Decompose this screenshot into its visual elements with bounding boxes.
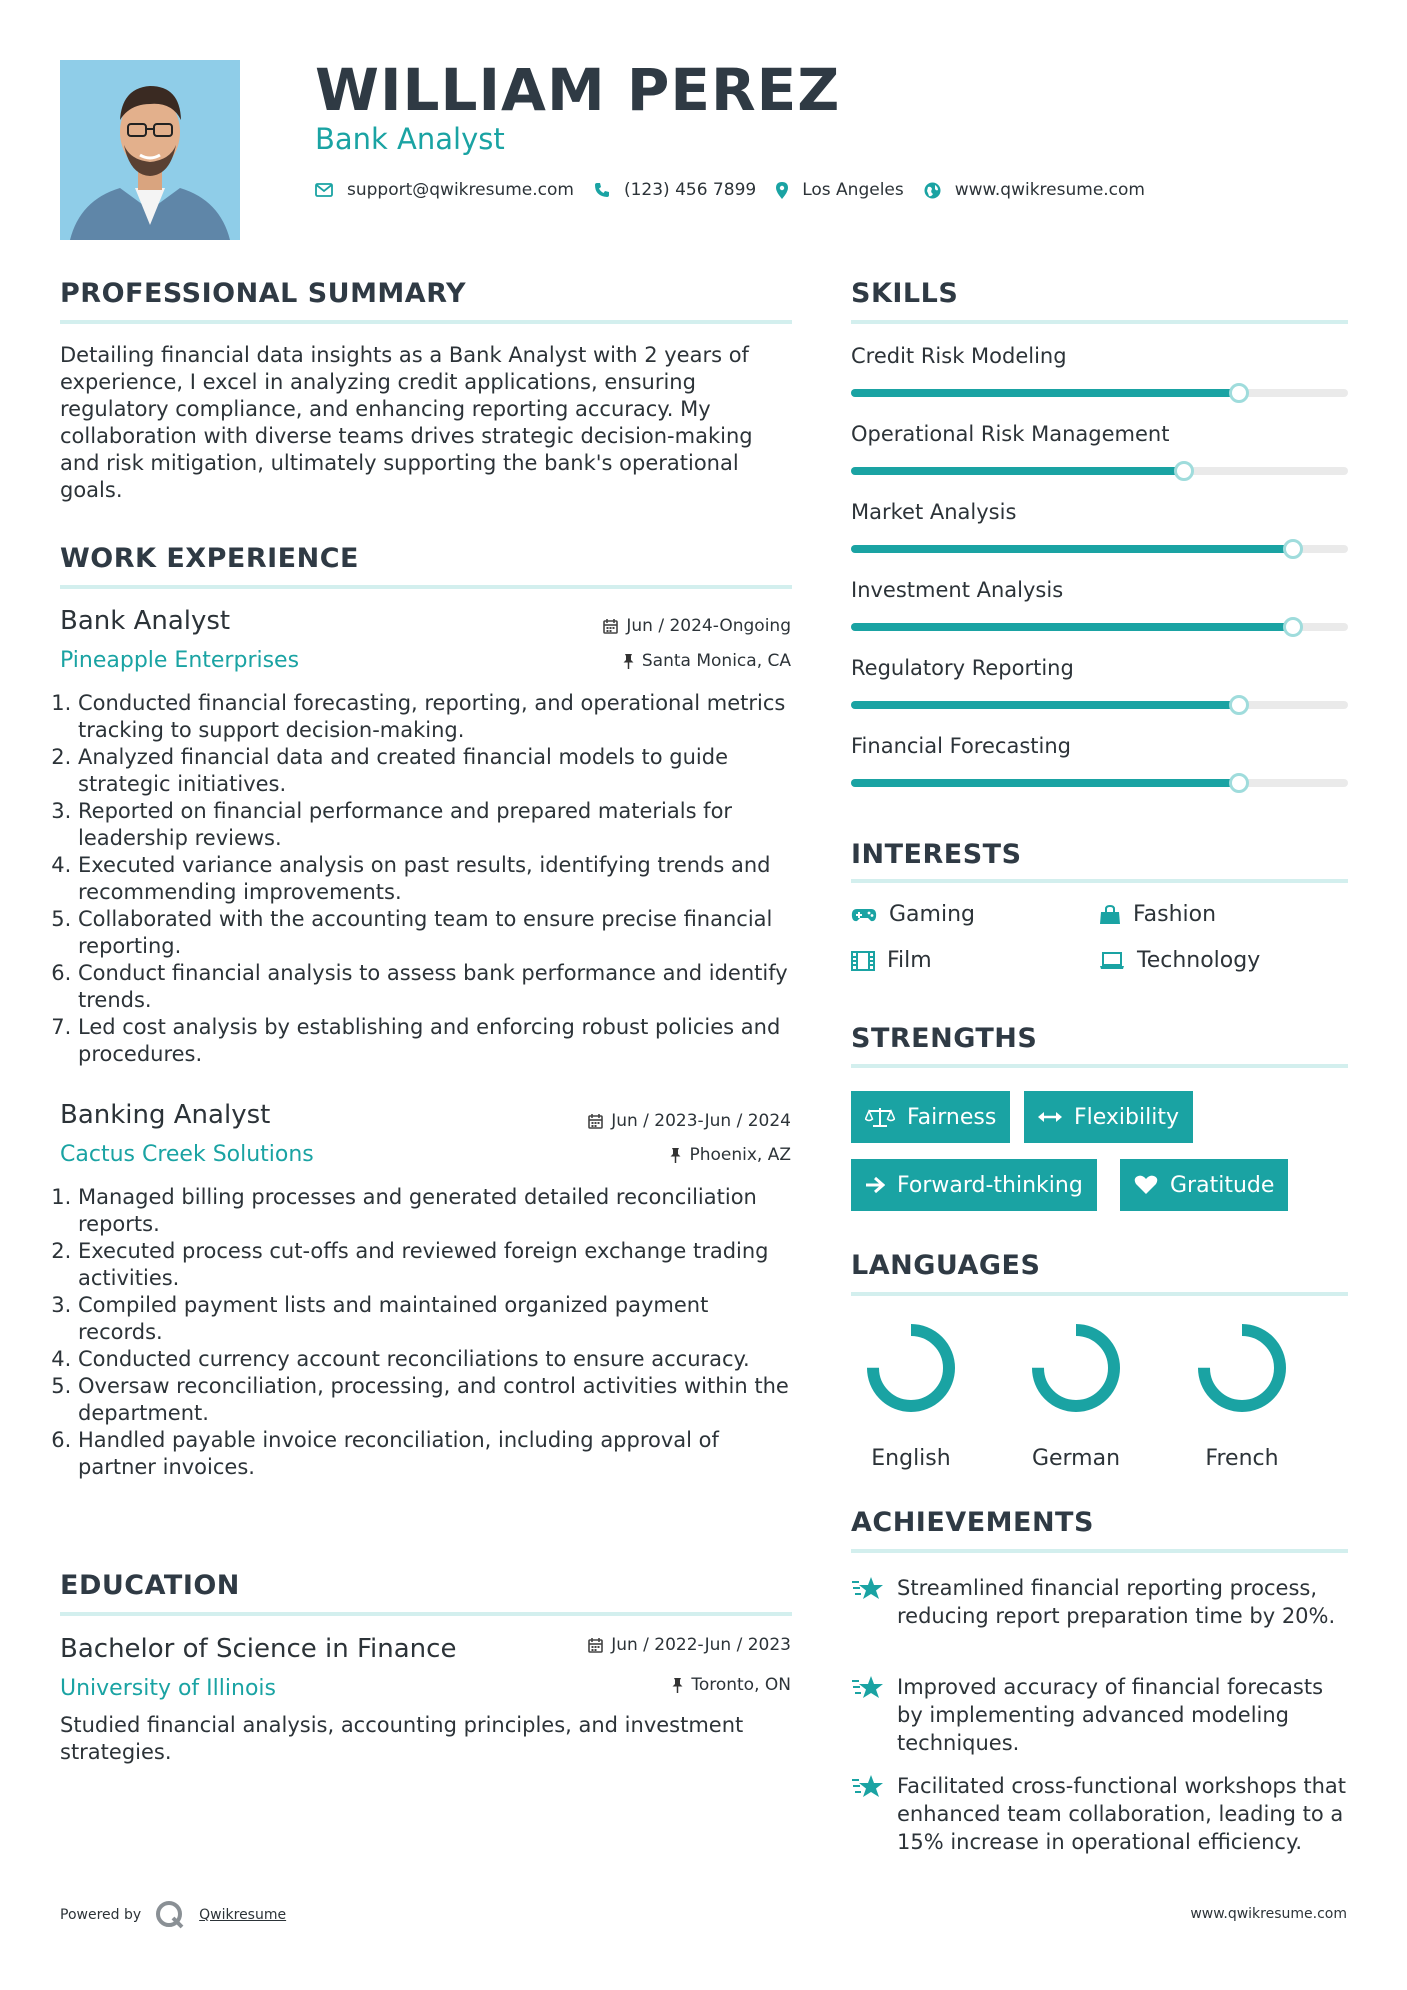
degree-title: Bachelor of Science in Finance [60,1634,457,1664]
skills-divider [851,320,1348,324]
skill-bar [851,467,1348,475]
skill-bar-fill [851,545,1293,553]
skill-label: Market Analysis [851,500,1017,524]
pushpin-icon [672,1677,683,1693]
skill-label: Financial Forecasting [851,734,1071,758]
achievements-heading: ACHIEVEMENTS [851,1507,1094,1538]
language-item [1182,1318,1302,1471]
job-title: Banking Analyst [60,1100,271,1130]
star-burst-icon [851,1772,897,1856]
job-date: Jun / 2024-Ongoing [603,616,791,636]
contact-phone[interactable]: (123) 456 7899 [594,180,756,200]
list-item: 3. Reported on financial performance and prepared materials for leadership reviews. [78,798,798,852]
achievement-item: Facilitated cross-functional workshops that enhanced team collaboration, leading to a 15% increase in operational efficiency. [851,1772,1351,1856]
arrow-right-icon [865,1176,885,1194]
list-item: 2. Analyzed financial data and created financial models to guide strategic initiatives. [78,744,798,798]
interests-divider [851,879,1348,883]
list-item: 2. Executed process cut-offs and reviewed foreign exchange trading activities. [78,1238,798,1292]
globe-icon [924,182,941,199]
achievements-divider [851,1549,1348,1553]
summary-text: Detailing financial data insights as a Bank Analyst with 2 years of experience, I excel in analyzing credit applications, ensuring regulatory compliance, and enhancing reporting accuracy. My collaboration with diverse teams drives strategic decision-making and risk mitigation, ultimately supporting the bank's operational goals. [60,343,753,502]
laptop-icon [1099,952,1125,970]
strength-tag: Fairness [851,1091,1010,1143]
pushpin-icon [623,653,634,669]
gamepad-icon [851,907,877,923]
language-label: English [871,1446,951,1471]
star-burst-icon [851,1574,897,1630]
education-location: Toronto, ON [672,1675,791,1695]
calendar-icon [588,1637,603,1653]
interest-item: Film [851,948,932,973]
strength-tag: Gratitude [1120,1159,1288,1211]
candidate-name: WILLIAM PEREZ [315,56,841,124]
arrows-horizontal-icon [1038,1110,1062,1124]
list-item: 3. Compiled payment lists and maintained organized payment records. [78,1292,798,1346]
contact-location: Los Angeles [776,180,904,200]
list-item: 5. Collaborated with the accounting team to ensure precise financial reporting. [78,906,798,960]
balance-scale-icon [865,1106,895,1128]
school-name: University of Illinois [60,1676,276,1701]
language-label: French [1205,1446,1279,1471]
profile-photo [60,60,240,240]
job-responsibilities [60,1184,798,1481]
job-company: Cactus Creek Solutions [60,1142,314,1167]
calendar-icon [588,1113,603,1129]
film-icon [851,951,875,971]
skill-label: Operational Risk Management [851,422,1170,446]
contact-bar [315,180,1165,200]
language-item [1016,1318,1136,1471]
job-location: Phoenix, AZ [670,1145,791,1165]
list-item: 7. Led cost analysis by establishing and enforcing robust policies and procedures. [78,1014,798,1068]
qwikresume-link[interactable]: Qwikresume [199,1907,287,1923]
education-description: Studied financial analysis, accounting principles, and investment strategies. [60,1713,744,1764]
list-item: 4. Conducted currency account reconciliations to ensure accuracy. [78,1346,798,1373]
skill-bar-knob [1229,773,1249,793]
strengths-heading: STRENGTHS [851,1023,1038,1054]
interest-item: Gaming [851,902,975,927]
interest-item: Fashion [1099,902,1216,927]
job-location: Santa Monica, CA [623,651,791,671]
skill-bar [851,701,1348,709]
education-divider [60,1612,792,1616]
language-ring [861,1318,961,1418]
education-heading: EDUCATION [60,1570,240,1601]
map-pin-icon [776,182,788,199]
experience-divider [60,585,792,589]
envelope-icon [315,183,333,197]
skill-label: Regulatory Reporting [851,656,1074,680]
language-item [851,1318,971,1471]
interests-heading: INTERESTS [851,839,1022,870]
list-item: 5. Oversaw reconciliation, processing, and control activities within the department. [78,1373,798,1427]
skills-heading: SKILLS [851,278,959,309]
job-company: Pineapple Enterprises [60,648,300,673]
language-ring [1192,1318,1292,1418]
skill-bar-fill [851,623,1293,631]
skill-bar [851,545,1348,553]
star-burst-icon [851,1673,897,1757]
skill-bar-fill [851,467,1184,475]
education-date: Jun / 2022-Jun / 2023 [588,1635,791,1655]
summary-heading: PROFESSIONAL SUMMARY [60,278,467,309]
heart-icon [1134,1175,1158,1195]
language-ring [1026,1318,1126,1418]
contact-website[interactable]: www.qwikresume.com [924,180,1145,200]
achievement-item: Improved accuracy of financial forecasts by implementing advanced modeling techniques. [851,1673,1351,1757]
strength-tag: Flexibility [1024,1091,1193,1143]
language-label: German [1031,1446,1121,1471]
languages-divider [851,1292,1348,1296]
skill-bar-fill [851,701,1239,709]
achievement-item: Streamlined financial reporting process, reducing report preparation time by 20%. [851,1574,1351,1630]
job-title: Bank Analyst [60,606,231,636]
skill-bar-knob [1283,539,1303,559]
skill-label: Credit Risk Modeling [851,344,1067,368]
pushpin-icon [670,1147,681,1163]
shopping-bag-icon [1099,905,1121,925]
skill-bar [851,623,1348,631]
candidate-title: Bank Analyst [315,122,505,156]
list-item: 6. Conduct financial analysis to assess bank performance and identify trends. [78,960,798,1014]
qwikresume-logo-icon [155,1900,185,1930]
footer-powered-by: Powered by Qwikresume [60,1900,286,1930]
job-responsibilities [60,690,798,1068]
list-item: 4. Executed variance analysis on past results, identifying trends and recommending improvements. [78,852,798,906]
calendar-icon [603,618,618,634]
phone-icon [594,182,610,198]
list-item: 6. Handled payable invoice reconciliation, including approval of partner invoices. [78,1427,798,1481]
skill-bar [851,389,1348,397]
list-item: 1. Conducted financial forecasting, reporting, and operational metrics tracking to support decision-making. [78,690,798,744]
list-item: 1. Managed billing processes and generated detailed reconciliation reports. [78,1184,798,1238]
skill-bar-knob [1229,383,1249,403]
skill-bar-fill [851,779,1239,787]
summary-divider [60,320,792,324]
skill-bar-fill [851,389,1239,397]
strengths-divider [851,1064,1348,1068]
skill-bar-knob [1229,695,1249,715]
languages-heading: LANGUAGES [851,1250,1041,1281]
skill-label: Investment Analysis [851,578,1064,602]
strength-tag: Forward-thinking [851,1159,1097,1211]
skill-bar-knob [1283,617,1303,637]
contact-email[interactable]: support@qwikresume.com [315,180,574,200]
interest-item: Technology [1099,948,1260,973]
skill-bar [851,779,1348,787]
skill-bar-knob [1174,461,1194,481]
job-date: Jun / 2023-Jun / 2024 [588,1111,791,1131]
footer-url[interactable]: www.qwikresume.com [1190,1906,1347,1922]
experience-heading: WORK EXPERIENCE [60,543,359,574]
